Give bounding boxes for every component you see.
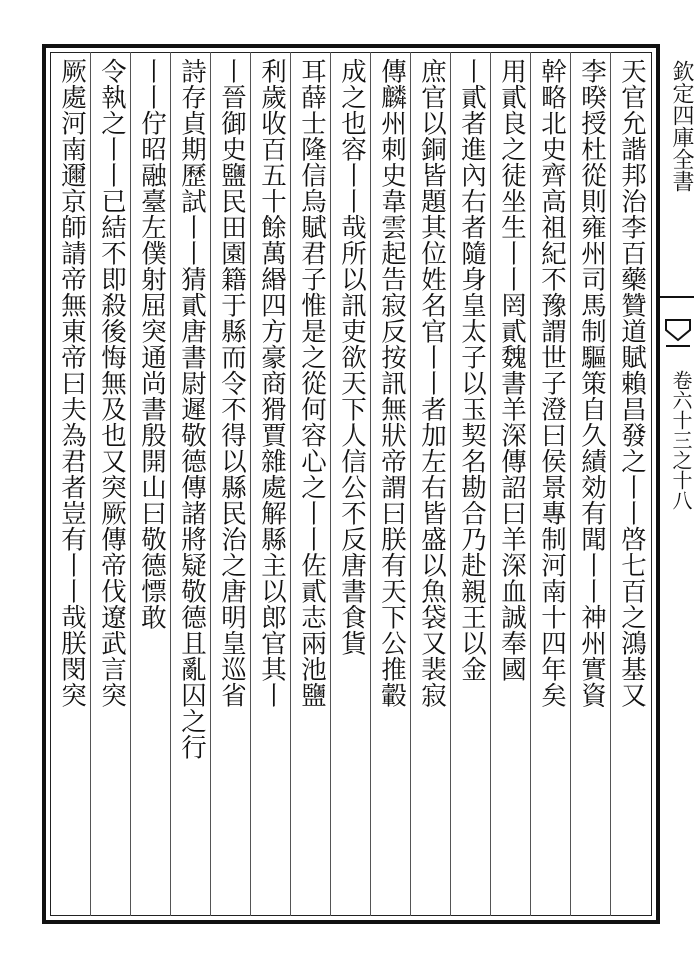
text-column-10: 利歲收百五十餘萬緡四方豪商猾賈雜處解縣主以郎官其丨 <box>257 58 287 708</box>
text-column-14: 令執之丨丨已結不即殺後悔無及也又突厥傳帝伐遼武言突 <box>97 58 127 708</box>
text-column-5: 丨貳者進內右者隨身皇太子以玉契名勘合乃赴親王以金 <box>457 58 487 682</box>
text-column-6: 庶官以銅皆題其位姓名官丨丨者加左右皆盛以魚袋又裴寂 <box>417 58 447 708</box>
text-column-9: 耳薛士隆信烏賦君子惟是之從何容心之丨丨佐貳志兩池鹽 <box>297 58 327 708</box>
text-column-8: 成之也容丨丨哉所以訊吏欲天下人信公不反唐書食貨 <box>337 58 367 656</box>
text-column-11: 丨晉御史鹽民田園籍于縣而令不得以縣民治之唐明皇巡省 <box>217 58 247 708</box>
text-column-3: 幹略北史齊高祖紀不豫謂世子澄曰侯景專制河南十四年矣 <box>537 58 567 708</box>
text-column-2: 李暌授杜從則雍州司馬制驅策自久績効有聞丨丨神州實資 <box>577 58 607 708</box>
text-column-7: 傳麟州刺史韋雲起告寂反按訊無狀帝謂曰朕有天下公推轂 <box>377 58 407 708</box>
book-title: 欽定四庫全書 <box>669 60 694 192</box>
text-column-12: 詩存貞期歷試丨丨猜貳唐書尉遲敬德傳諸將疑敬德且亂囚之行 <box>177 58 207 760</box>
text-column-1: 天官允諧邦治李百藥贊道賦賴昌發之丨丨啓七百之鴻基又 <box>617 58 647 708</box>
text-column-13: 丨丨佇昭融臺左僕射屈突通尚書殷開山曰敬德慓敢 <box>137 58 167 630</box>
fish-tail-icon <box>664 316 692 356</box>
volume-label: 卷六十三之十八 <box>669 370 693 510</box>
text-column-15: 厥處河南邇京師請帝無東帝曰夫為君者豈有丨丨哉朕閔突 <box>57 58 87 708</box>
gutter-rule <box>660 296 694 298</box>
text-column-4: 用貳良之徒坐生丨丨罔貳魏書羊深傳詔曰羊深血誠奉國 <box>497 58 527 682</box>
